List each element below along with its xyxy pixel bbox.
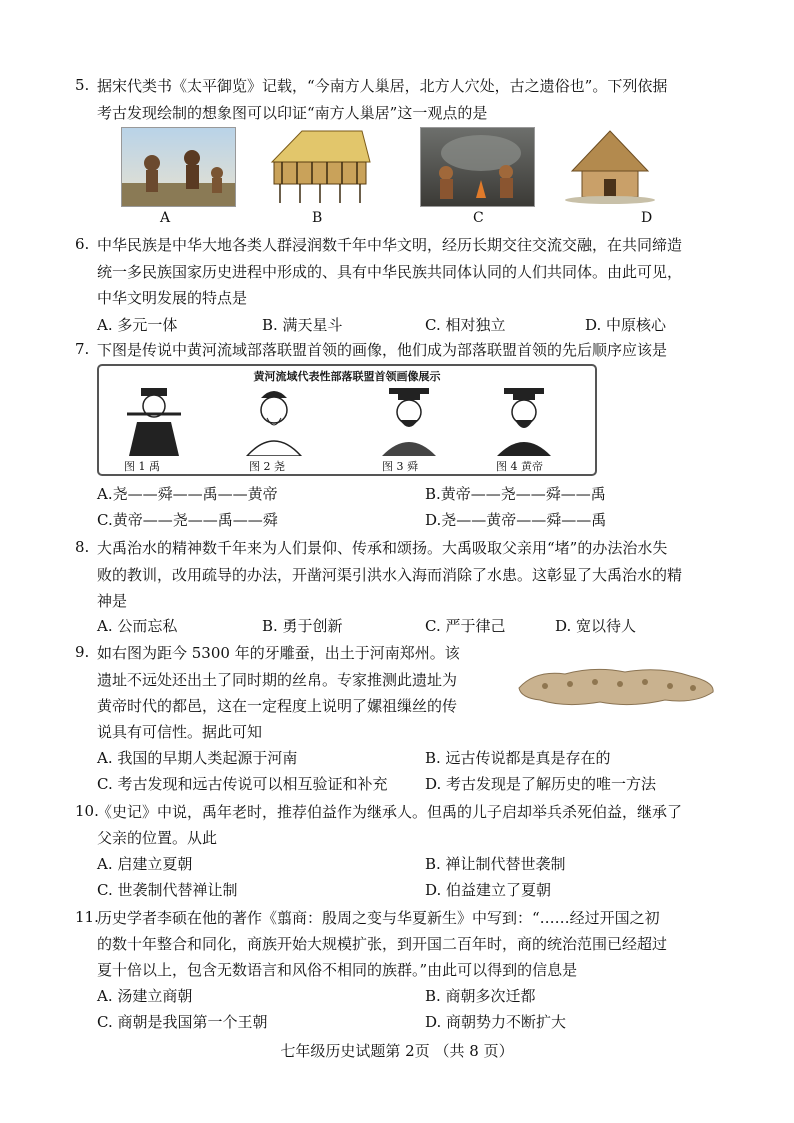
option-c-image bbox=[420, 127, 535, 207]
option-b-image bbox=[262, 127, 373, 205]
caption-shun: 图 3 舜 bbox=[382, 460, 418, 473]
question-5-number: 5. bbox=[75, 76, 90, 94]
question-8-number: 8. bbox=[75, 538, 90, 556]
question-9-option-c[interactable]: C. 考古发现和远古传说可以相互验证和补充 bbox=[97, 775, 388, 793]
leaders-figure bbox=[97, 364, 597, 476]
question-7-number: 7. bbox=[75, 340, 90, 358]
question-6-line-1: 中华民族是中华大地各类人群浸润数千年中华文明，经历长期交往交流交融，在共同缔造 bbox=[97, 236, 683, 254]
caption-yao: 图 2 尧 bbox=[249, 460, 285, 473]
portrait-shun bbox=[374, 384, 444, 456]
question-9-number: 9. bbox=[75, 643, 90, 661]
portrait-yao bbox=[239, 384, 309, 456]
question-9-line-3: 黄帝时代的都邑，这在一定程度上说明了嫘祖缫丝的传 bbox=[97, 697, 458, 715]
question-9-line-2: 遗址不远处还出土了同时期的丝帛。专家推测此遗址为 bbox=[97, 671, 458, 689]
question-11-option-a[interactable]: A. 汤建立商朝 bbox=[97, 987, 193, 1005]
question-5-line-2: 考古发现绘制的想象图可以印证“南方人巢居”这一观点的是 bbox=[97, 104, 488, 122]
question-10-number: 10. bbox=[75, 802, 99, 820]
question-8-option-d[interactable]: D. 宽以待人 bbox=[555, 617, 637, 635]
question-9-option-d[interactable]: D. 考古发现是了解历史的唯一方法 bbox=[425, 775, 657, 793]
question-6-option-a[interactable]: A. 多元一体 bbox=[97, 316, 178, 334]
question-9-line-4: 说具有可信性。据此可知 bbox=[97, 723, 263, 741]
caption-huangdi: 图 4 黄帝 bbox=[496, 460, 543, 473]
leaders-figure-title: 黄河流域代表性部落联盟首领画像展示 bbox=[253, 370, 441, 383]
question-10-line-2: 父亲的位置。从此 bbox=[97, 829, 218, 847]
question-9-option-a[interactable]: A. 我国的早期人类起源于河南 bbox=[97, 749, 298, 767]
question-9-line-1: 如右图为距今 5300 年的牙雕蚕，出土于河南郑州。该 bbox=[97, 644, 460, 662]
question-11-line-3: 夏十倍以上，包含无数语言和风俗不相同的族群。”由此可以得到的信息是 bbox=[97, 961, 578, 979]
question-8-option-c[interactable]: C. 严于律己 bbox=[425, 617, 506, 635]
question-7-option-c[interactable]: C.黄帝——尧——禹——舜 bbox=[97, 511, 278, 529]
question-11-number: 11. bbox=[75, 908, 99, 926]
question-10-option-a[interactable]: A. 启建立夏朝 bbox=[97, 855, 193, 873]
question-11-option-c[interactable]: C. 商朝是我国第一个王朝 bbox=[97, 1013, 268, 1031]
question-10-option-d[interactable]: D. 伯益建立了夏朝 bbox=[425, 881, 552, 899]
question-6-option-d[interactable]: D. 中原核心 bbox=[585, 316, 667, 334]
question-7-option-b[interactable]: B.黄帝——尧——舜——禹 bbox=[425, 485, 606, 503]
question-8-line-1: 大禹治水的精神数千年来为人们景仰、传承和颂扬。大禹吸取父亲用“堵”的办法治水失 bbox=[97, 539, 668, 557]
question-7-option-d[interactable]: D.尧——黄帝——舜——禹 bbox=[425, 511, 607, 529]
option-d-label: D bbox=[641, 210, 653, 226]
question-7-option-a[interactable]: A.尧——舜——禹——黄帝 bbox=[97, 485, 278, 503]
question-9-option-b[interactable]: B. 远古传说都是真是存在的 bbox=[425, 749, 611, 767]
question-10-line-1: 《史记》中说，禹年老时，推荐伯益作为继承人。但禹的儿子启却举兵杀死伯益，继承了 bbox=[97, 803, 683, 821]
question-7-line-1: 下图是传说中黄河流域部落联盟首领的画像，他们成为部落联盟首领的先后顺序应该是 bbox=[97, 341, 668, 359]
question-5-line-1: 据宋代类书《太平御览》记载，“今南方人巢居，北方人穴处，古之遗俗也”。下列依据 bbox=[97, 77, 668, 95]
question-8-line-2: 败的教训，改用疏导的办法，开凿河渠引洪水入海而消除了水患。这彰显了大禹治水的精 bbox=[97, 566, 683, 584]
question-10-option-c[interactable]: C. 世袭制代替禅让制 bbox=[97, 881, 238, 899]
question-6-number: 6. bbox=[75, 235, 90, 253]
page-footer: 七年级历史试题第 2页 （共 8 页） bbox=[280, 1042, 514, 1060]
question-8-line-3: 神是 bbox=[97, 592, 128, 610]
caption-yu: 图 1 禹 bbox=[124, 460, 160, 473]
option-a-image bbox=[121, 127, 236, 207]
question-6-option-b[interactable]: B. 满天星斗 bbox=[262, 316, 343, 334]
portrait-huangdi bbox=[489, 384, 559, 456]
question-6-option-c[interactable]: C. 相对独立 bbox=[425, 316, 506, 334]
option-c-label: C bbox=[473, 210, 484, 226]
option-d-image bbox=[560, 127, 660, 205]
question-8-option-b[interactable]: B. 勇于创新 bbox=[262, 617, 343, 635]
question-11-option-d[interactable]: D. 商朝势力不断扩大 bbox=[425, 1013, 567, 1031]
option-b-label: B bbox=[312, 210, 323, 226]
question-11-line-1: 历史学者李硕在他的著作《翦商：殷周之变与华夏新生》中写到：“……经过开国之初 bbox=[97, 909, 660, 927]
question-8-option-a[interactable]: A. 公而忘私 bbox=[97, 617, 178, 635]
question-11-line-2: 的数十年整合和同化，商族开始大规模扩张，到开国二百年时，商的统治范围已经超过 bbox=[97, 935, 668, 953]
ivory-silkworm-image bbox=[515, 660, 720, 712]
question-11-option-b[interactable]: B. 商朝多次迁都 bbox=[425, 987, 536, 1005]
question-6-line-3: 中华文明发展的特点是 bbox=[97, 289, 248, 307]
question-10-option-b[interactable]: B. 禅让制代替世袭制 bbox=[425, 855, 566, 873]
question-6-line-2: 统一多民族国家历史进程中形成的、具有中华民族共同体认同的人们共同体。由此可见， bbox=[97, 263, 683, 281]
portrait-yu bbox=[119, 384, 189, 456]
option-a-label: A bbox=[160, 210, 171, 226]
